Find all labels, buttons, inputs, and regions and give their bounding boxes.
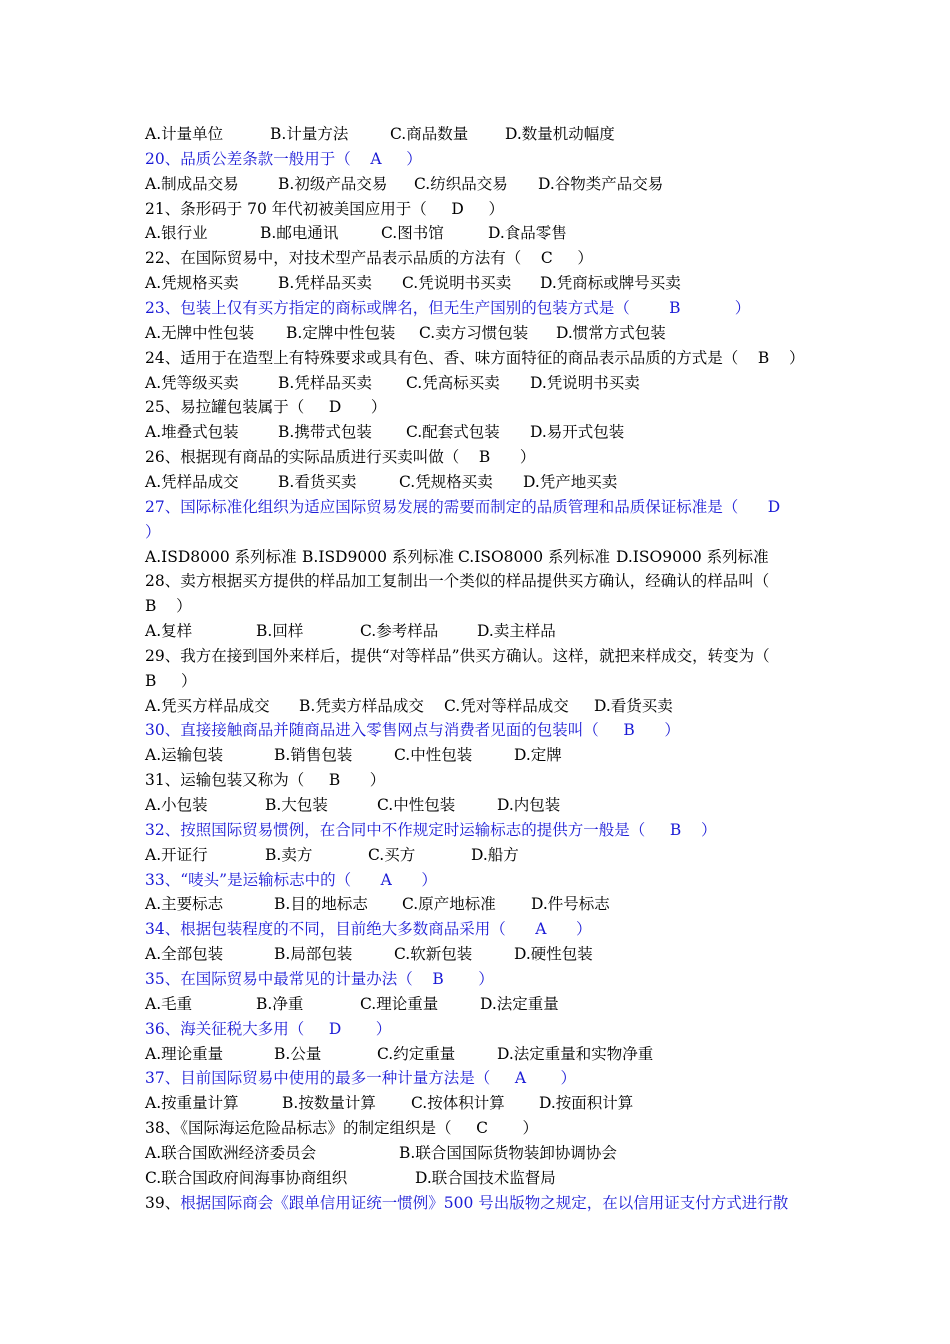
answer-options-line — [145, 992, 820, 1017]
answer-options-line — [145, 1091, 820, 1116]
answer-option: B.凭样品买卖 — [278, 274, 372, 293]
question-line: 38、《国际海运危险品标志》的制定组织是（ C ） — [145, 1119, 538, 1137]
answer-option: D.联合国技术监督局 — [415, 1168, 556, 1187]
question-line-highlighted: 33、“唛头”是运输标志中的（ A ） — [145, 870, 437, 889]
answer-option: D.内包装 — [497, 796, 561, 814]
answer-option: C.买方 — [368, 845, 416, 864]
answer-option: B.定牌中性包装 — [286, 323, 396, 342]
answer-option: D.易开式包装 — [530, 423, 625, 442]
answer-option: B.净重 — [256, 994, 304, 1013]
answer-option: C.凭说明书买卖 — [402, 274, 512, 293]
answer-option: B.携带式包装 — [278, 423, 372, 442]
answer-option: C.商品数量 — [390, 125, 469, 143]
answer-options-line — [145, 545, 820, 570]
answer-options-line — [145, 1141, 820, 1166]
answer-option: D.船方 — [471, 845, 519, 864]
answer-option: A.毛重 — [145, 994, 193, 1013]
question-line-highlighted: 37、目前国际贸易中使用的最多一种计量方法是（ A ） — [145, 1069, 577, 1088]
answer-options-line — [145, 743, 820, 768]
answer-option: D.卖主样品 — [477, 622, 556, 640]
question-line-highlighted: ） — [145, 522, 161, 541]
answer-option: A.全部包装 — [145, 945, 224, 964]
question-line — [145, 1191, 820, 1216]
question-line: B ） — [145, 597, 192, 616]
answer-option: B.按数量计算 — [282, 1094, 376, 1113]
answer-option: C.理论重量 — [360, 994, 439, 1013]
answer-option: D.凭说明书买卖 — [530, 373, 640, 392]
answer-option: A.制成品交易 — [145, 174, 239, 193]
answer-option: C.配套式包装 — [406, 423, 500, 442]
answer-option: D.谷物类产品交易 — [538, 174, 664, 193]
answer-option: A.理论重量 — [145, 1044, 224, 1063]
answer-option: B.初级产品交易 — [278, 174, 388, 193]
answer-option: A.运输包装 — [145, 746, 224, 765]
answer-option: D.定牌 — [514, 746, 562, 765]
answer-options-line — [145, 371, 820, 396]
question-line: 26、根据现有商品的实际品质进行买卖叫做（ B ） — [145, 448, 536, 467]
question-line: 31、运输包装又称为（ B ） — [145, 771, 386, 790]
answer-option: C.图书馆 — [381, 224, 444, 243]
answer-option: D.件号标志 — [531, 895, 610, 914]
answer-option: D.凭商标或牌号买卖 — [540, 274, 681, 293]
answer-option: B.回样 — [256, 622, 304, 640]
answer-option: C.卖方习惯包装 — [419, 323, 529, 342]
answer-option: A.无牌中性包装 — [145, 323, 255, 342]
answer-option: B.看货买卖 — [278, 472, 357, 491]
question-line-highlighted: 34、根据包装程度的不同，目前绝大多数商品采用（ A ） — [145, 920, 592, 939]
answer-options-line — [145, 843, 820, 868]
answer-option: C.凭对等样品成交 — [444, 696, 569, 715]
answer-option: D.看货买卖 — [594, 696, 673, 715]
answer-options-line — [145, 271, 820, 296]
answer-option: B.联合国国际货物装卸协调协会 — [399, 1143, 617, 1162]
answer-option: A.凭买方样品成交 — [145, 696, 270, 715]
answer-options-line — [145, 172, 820, 197]
answer-option: C.ISO8000 系列标准 — [458, 547, 611, 566]
answer-options-line — [145, 321, 820, 346]
question-line-highlighted: 36、海关征税大多用（ D ） — [145, 1019, 392, 1038]
answer-option: D.食品零售 — [488, 224, 567, 243]
answer-options-line — [145, 221, 820, 246]
answer-option: A.凭样品成交 — [145, 472, 239, 491]
question-number: 39、 — [145, 1193, 181, 1212]
question-line-highlighted: 30、直接接触商品并随商品进入零售网点与消费者见面的包装叫（ B ） — [145, 721, 680, 740]
answer-option: D.按面积计算 — [539, 1094, 634, 1113]
question-line: 22、在国际贸易中，对技术型产品表示品质的方法有（ C ） — [145, 249, 593, 268]
question-line: B ） — [145, 671, 197, 690]
answer-option: A.复样 — [145, 622, 193, 640]
answer-options-line — [145, 892, 820, 917]
answer-option: B.目的地标志 — [274, 895, 368, 914]
answer-options-line — [145, 1042, 820, 1067]
answer-option: A.计量单位 — [145, 125, 224, 143]
answer-option: B.大包装 — [265, 796, 328, 814]
answer-options-line — [145, 470, 820, 495]
answer-option: B.邮电通讯 — [260, 224, 339, 243]
answer-option: C.软新包装 — [394, 945, 473, 964]
question-line: 25、易拉罐包装属于（ D ） — [145, 398, 387, 417]
answer-option: A.联合国欧洲经济委员会 — [145, 1143, 317, 1162]
question-line-highlighted: 23、包装上仅有买方指定的商标或牌名，但无生产国别的包装方式是（ B ） — [145, 299, 751, 317]
answer-option: B.卖方 — [265, 845, 313, 864]
answer-option: B.局部包装 — [274, 945, 353, 964]
answer-option: A.按重量计算 — [145, 1094, 239, 1113]
answer-option: A.小包装 — [145, 796, 208, 814]
question-line-highlighted: 27、国际标准化组织为适应国际贸易发展的需要而制定的品质管理和品质保证标准是（ D — [145, 497, 781, 516]
answer-option: C.参考样品 — [360, 622, 439, 640]
answer-option: C.原产地标准 — [402, 895, 496, 914]
answer-option: A.ISD8000 系列标准 — [145, 547, 297, 566]
answer-options-line — [145, 122, 820, 147]
answer-option: A.开证行 — [145, 845, 208, 864]
answer-option: D.惯常方式包装 — [556, 323, 666, 342]
answer-option: B.公量 — [274, 1044, 322, 1063]
question-line-highlighted: 32、按照国际贸易惯例，在合同中不作规定时运输标志的提供方一般是（ B ） — [145, 820, 717, 839]
answer-option: D.硬性包装 — [514, 945, 593, 964]
answer-option: A.银行业 — [145, 224, 208, 243]
answer-option: D.法定重量和实物净重 — [497, 1044, 654, 1063]
answer-option: C.凭高标买卖 — [406, 373, 500, 392]
answer-option: C.纺织品交易 — [414, 174, 508, 193]
answer-options-line — [145, 793, 820, 818]
answer-option: A.主要标志 — [145, 895, 224, 914]
answer-options-line — [145, 619, 820, 644]
answer-option: C.中性包装 — [377, 796, 456, 814]
question-line: 21、条形码于 70 年代初被美国应用于（ D ） — [145, 199, 504, 218]
question-line: 28、卖方根据买方提供的样品加工复制出一个类似的样品提供买方确认，经确认的样品叫（ — [145, 572, 770, 591]
answer-option: C.联合国政府间海事协商组织 — [145, 1168, 348, 1187]
answer-option: C.约定重量 — [377, 1044, 456, 1063]
answer-option: D.数量机动幅度 — [505, 125, 615, 143]
answer-option: C.按体积计算 — [411, 1094, 505, 1113]
answer-options-line — [145, 942, 820, 967]
answer-options-line — [145, 420, 820, 445]
question-line: 24、适用于在造型上有特殊要求或具有色、香、味方面特征的商品表示品质的方式是（ B ） — [145, 348, 805, 367]
answer-option: C.凭规格买卖 — [399, 472, 493, 491]
answer-option: D.法定重量 — [480, 994, 559, 1013]
answer-option: A.堆叠式包装 — [145, 423, 239, 442]
answer-option: C.中性包装 — [394, 746, 473, 765]
question-line-highlighted: 35、在国际贸易中最常见的计量办法（ B ） — [145, 969, 494, 988]
answer-option: B.计量方法 — [270, 125, 349, 143]
answer-option: B.销售包装 — [274, 746, 353, 765]
answer-option: D.凭产地买卖 — [523, 472, 618, 491]
answer-option: B.凭样品买卖 — [278, 373, 372, 392]
answer-options-line — [145, 694, 820, 719]
answer-option: D.ISO9000 系列标准 — [616, 547, 769, 566]
answer-option: A.凭规格买卖 — [145, 274, 239, 293]
question-line: 29、我方在接到国外来样后，提供“对等样品”供买方确认。这样，就把来样成交，转变为（ — [145, 646, 770, 665]
answer-options-line — [145, 1166, 820, 1191]
question-text: 根据国际商会《跟单信用证统一惯例》500 号出版物之规定，在以信用证支付方式进行散 — [180, 1193, 789, 1212]
answer-option: B.凭卖方样品成交 — [299, 696, 424, 715]
answer-option: A.凭等级买卖 — [145, 373, 239, 392]
question-line-highlighted: 20、品质公差条款一般用于（ A ） — [145, 149, 422, 168]
answer-option: B.ISD9000 系列标准 — [302, 547, 454, 566]
